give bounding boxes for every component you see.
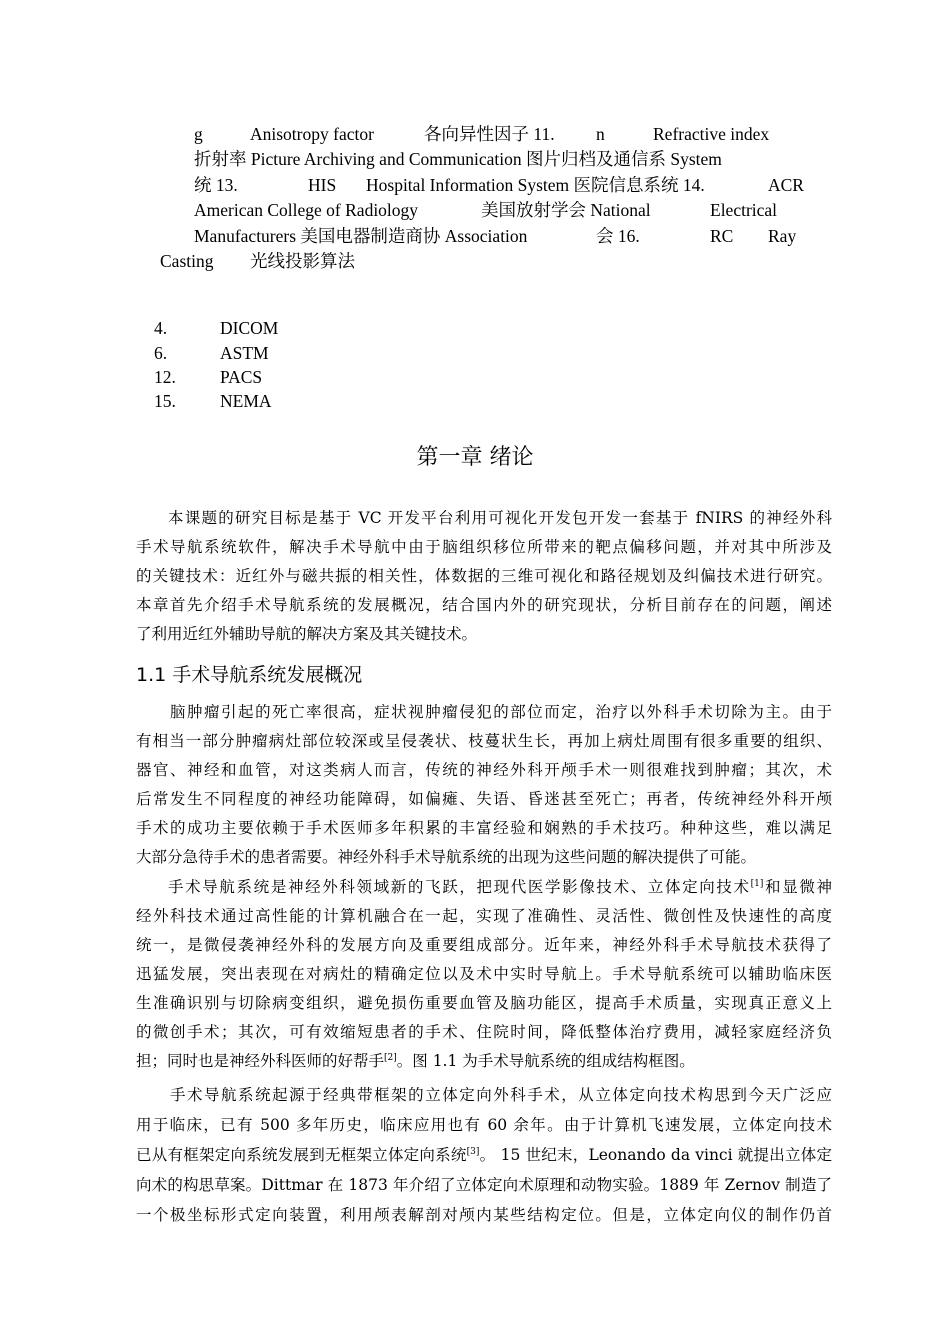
paragraph-line: 向术的构思草案。Dittmar 在 1873 年介绍了立体定向术原理和动物实验。1889 年 Zernov 制造了 bbox=[136, 1176, 832, 1194]
text-run: 和显微神 bbox=[763, 878, 832, 896]
glossary-term: Ray bbox=[768, 226, 797, 246]
glossary-term: Refractive index bbox=[653, 124, 770, 144]
paragraph-line bbox=[136, 1047, 832, 1076]
intro-paragraph bbox=[136, 504, 832, 649]
glossary-term: American College of Radiology bbox=[194, 200, 419, 220]
paragraph-line: 一个极坐标形式定向装置，利用颅表解剖对颅内某些结构定位。但是，立体定向仪的制作仍首 bbox=[136, 1206, 832, 1224]
paragraph-line: 本章首先介绍手术导航系统的发展概况，结合国内外的研究现状，分析目前存在的问题，阐述 bbox=[136, 596, 832, 614]
glossary-term: Anisotropy factor bbox=[250, 124, 374, 144]
glossary-translation: 各向异性因子 11. bbox=[424, 124, 555, 144]
glossary-symbol: RC bbox=[710, 226, 734, 246]
paragraph-line: 大部分急待手术的患者需要。神经外科手术导航系统的出现为这些问题的解决提供了可能。 bbox=[136, 848, 757, 866]
glossary-translation: 会 16. bbox=[596, 226, 640, 246]
paragraph-line: 手术导航系统起源于经典带框架的立体定向外科手术，从立体定向技术构思到今天广泛应 bbox=[170, 1086, 832, 1104]
glossary-symbol: ACR bbox=[768, 175, 804, 195]
glossary-symbol: HIS bbox=[308, 175, 337, 195]
text-run: 。 15 世纪末，Leonando da vinci 就提出立体定 bbox=[479, 1146, 832, 1164]
list-term: NEMA bbox=[220, 391, 272, 411]
glossary-text: 折射率 Picture Archiving and Communication 图片归档及通信系 System bbox=[194, 149, 722, 169]
text-run: 。图 1.1 为手术导航系统的组成结构框图。 bbox=[396, 1052, 695, 1070]
paragraph-line: 迅猛发展，突出表现在对病灶的精确定位以及术中实时导航上。手术导航系统可以辅助临床医 bbox=[136, 965, 832, 983]
glossary-term: Manufacturers 美国电器制造商协 Association bbox=[194, 226, 528, 246]
chapter-title: 第一章 绪论 bbox=[416, 445, 534, 470]
glossary-symbol: g bbox=[194, 124, 203, 144]
paragraph-line: 本课题的研究目标是基于 VC 开发平台利用可视化开发包开发一套基于 fNIRS 的神经外科 bbox=[168, 509, 832, 527]
glossary-line-2 bbox=[194, 147, 722, 172]
glossary-text: 统 13. bbox=[194, 175, 238, 195]
paragraph-line: 的微创手术；其次，可有效缩短患者的手术、住院时间，降低整体治疗费用，减轻家庭经济负 bbox=[136, 1023, 832, 1041]
paragraph-line: 脑肿瘤引起的死亡率很高，症状视肿瘤侵犯的部位而定，治疗以外科手术切除为主。由于 bbox=[170, 703, 832, 721]
list-number: 6. bbox=[154, 343, 168, 363]
glossary-term: Hospital Information System 医院信息系统 14. bbox=[366, 175, 705, 195]
glossary-term: Casting bbox=[160, 251, 214, 271]
section-paragraph-2 bbox=[136, 873, 832, 1076]
paragraph-line: 后常发生不同程度的神经功能障碍，如偏瘫、失语、昏迷甚至死亡；再者，传统神经外科开颅 bbox=[136, 790, 832, 808]
list-term: PACS bbox=[220, 367, 263, 387]
paragraph-line: 经外科技术通过高性能的计算机融合在一起，实现了准确性、灵活性、微创性及快速性的高度 bbox=[136, 907, 832, 925]
section-paragraph-1 bbox=[136, 698, 832, 872]
list-number: 12. bbox=[154, 367, 176, 387]
glossary-translation: 光线投影算法 bbox=[250, 251, 355, 271]
citation-ref[interactable]: [2] bbox=[384, 1053, 397, 1063]
glossary-term: Electrical bbox=[710, 200, 778, 220]
paragraph-line: 手术的成功主要依赖于手术医师多年积累的丰富经验和娴熟的手术技巧。种种这些，难以满足 bbox=[136, 819, 832, 837]
paragraph-line: 器官、神经和血管，对这类病人而言，传统的神经外科开颅手术一则很难找到肿瘤；其次，术 bbox=[136, 761, 832, 779]
list-term: ASTM bbox=[220, 343, 269, 363]
paragraph-line: 有相当一部分肿瘤病灶部位较深或呈侵袭状、枝蔓状生长，再加上病灶周围有很多重要的组织、 bbox=[136, 732, 832, 750]
glossary-symbol: n bbox=[596, 124, 605, 144]
citation-ref[interactable]: [3] bbox=[466, 1147, 480, 1157]
paragraph-line bbox=[136, 873, 832, 902]
paragraph-line: 了利用近红外辅助导航的解决方案及其关键技术。 bbox=[136, 625, 478, 643]
section-title: 1.1 手术导航系统发展概况 bbox=[136, 664, 363, 686]
list-number: 4. bbox=[154, 318, 168, 338]
paragraph-line: 生准确识别与切除病变组织，避免损伤重要血管及脑功能区，提高手术质量，实现真正意义上 bbox=[136, 994, 832, 1012]
paragraph-line: 统一，是微侵袭神经外科的发展方向及重要组成部分。近年来，神经外科手术导航技术获得了 bbox=[136, 936, 832, 954]
list-number: 15. bbox=[154, 391, 176, 411]
paragraph-line bbox=[136, 1140, 832, 1170]
section-paragraph-3 bbox=[136, 1080, 832, 1230]
paragraph-line: 用于临床，已有 500 多年历史，临床应用也有 60 余年。由于计算机飞速发展，立体定向技术 bbox=[136, 1116, 832, 1134]
text-run: 手术导航系统是神经外科领域新的飞跃，把现代医学影像技术、立体定向技术 bbox=[168, 878, 751, 896]
text-run: 担；同时也是神经外科医师的好帮手 bbox=[136, 1052, 385, 1070]
paragraph-line: 的关键技术：近红外与磁共振的相关性，体数据的三维可视化和路径规划及纠偏技术进行研究。 bbox=[136, 567, 832, 585]
paragraph-line: 手术导航系统软件，解决手术导航中由于脑组织移位所带来的靶点偏移问题，并对其中所涉及 bbox=[136, 538, 832, 556]
list-term: DICOM bbox=[220, 318, 279, 338]
citation-ref[interactable]: [1] bbox=[750, 879, 764, 889]
text-run: 已从有框架定向系统发展到无框架立体定向系统 bbox=[136, 1146, 467, 1164]
glossary-translation: 美国放射学会 National bbox=[481, 200, 651, 220]
